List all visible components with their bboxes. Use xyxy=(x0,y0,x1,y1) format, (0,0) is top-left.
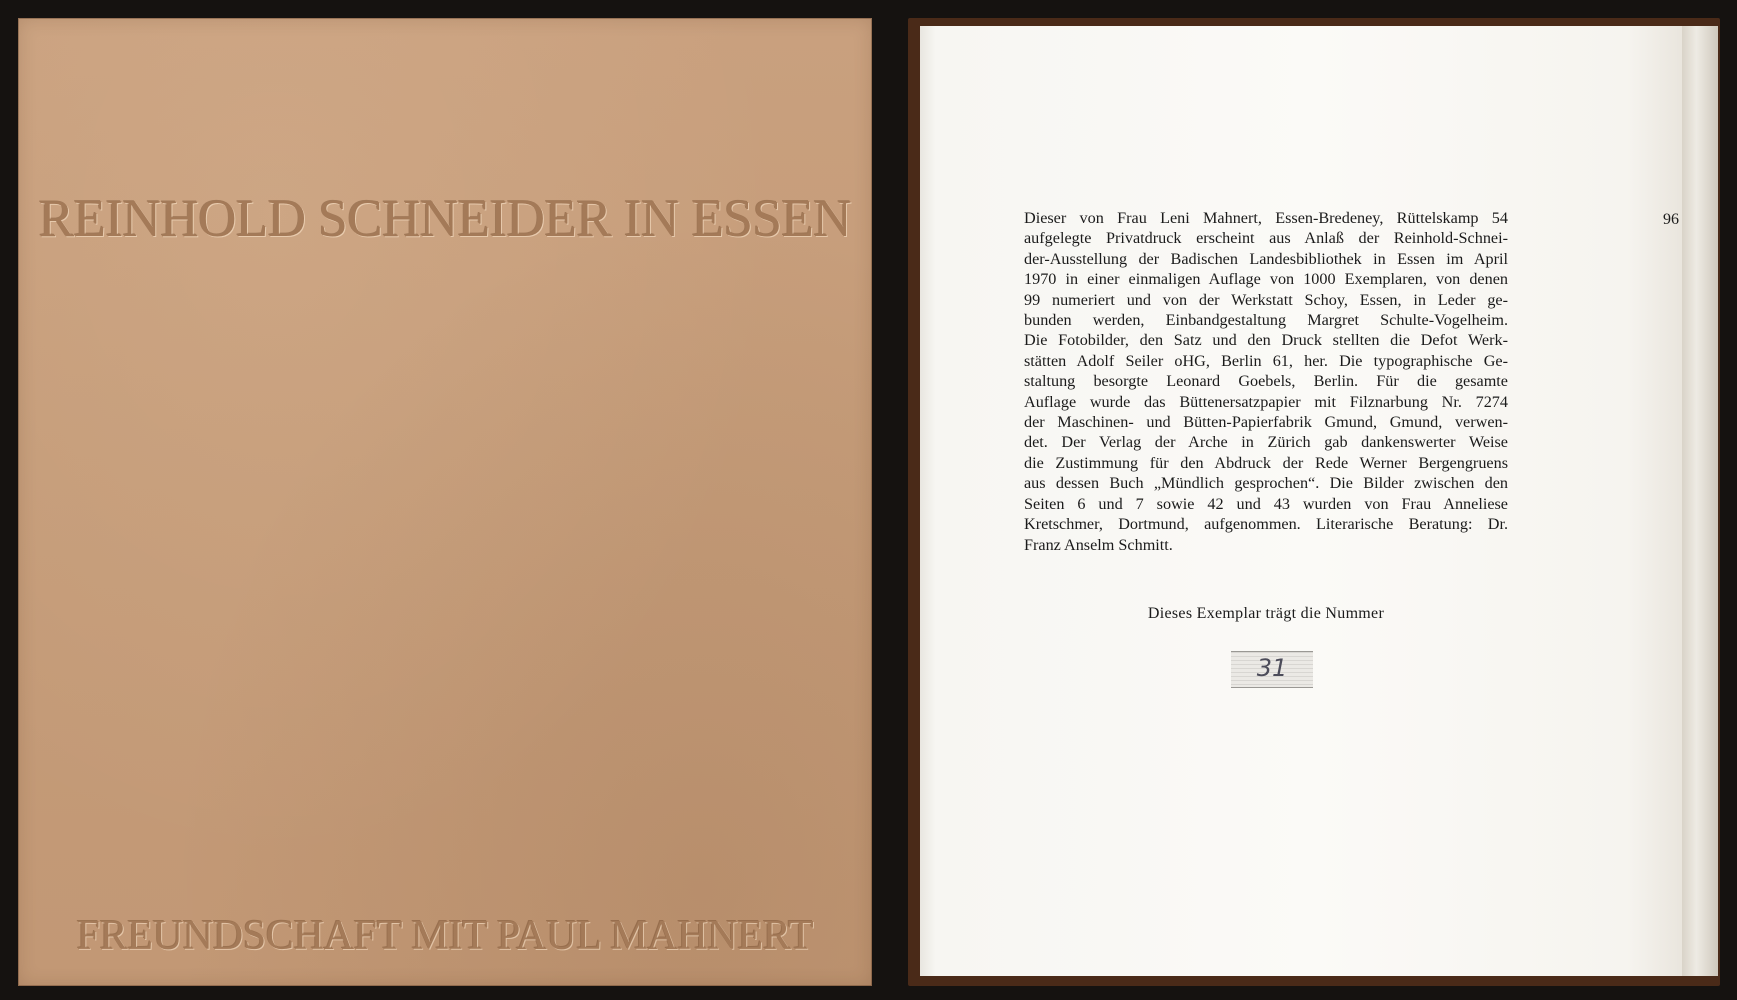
colophon-line: staltung besorgte Leonard Goebels, Berlin. Für die gesamte xyxy=(1024,372,1508,391)
colophon-line: stätten Adolf Seiler oHG, Berlin 61, her. Die typographische Ge- xyxy=(1024,351,1508,370)
colophon-line: 1970 in einer einmaligen Auflage von 1000 Exemplaren, von denen xyxy=(1024,270,1508,289)
colophon-line: Die Fotobilder, den Satz und den Druck stellten die Defot Werk- xyxy=(1024,331,1508,350)
colophon-line: 99 numeriert und von der Werkstatt Schoy, Essen, in Leder ge- xyxy=(1024,290,1508,309)
number-caption: Dieses Exemplar trägt die Nummer xyxy=(1147,605,1385,622)
colophon-page xyxy=(920,26,1706,976)
handwritten-copy-number: 31 xyxy=(1256,654,1288,682)
colophon-line: Seiten 6 und 7 sowie 42 und 43 wurden von Frau Anneliese xyxy=(1024,494,1508,513)
colophon-line: die Zustimmung für den Abdruck der Rede Werner Bergengruens xyxy=(1024,453,1508,472)
colophon-line: der Maschinen- und Bütten-Papierfabrik Gmund, Gmund, verwen- xyxy=(1024,413,1508,432)
colophon-line: Franz Anselm Schmitt. xyxy=(1024,535,1173,554)
page-fold xyxy=(1682,26,1718,976)
book-cover xyxy=(18,18,872,986)
cover-title: REINHOLD SCHNEIDER IN ESSEN xyxy=(38,190,852,248)
colophon-text xyxy=(1024,208,1508,555)
colophon-line: Dieser von Frau Leni Mahnert, Essen-Bredeney, Rüttelskamp 54 xyxy=(1024,209,1508,227)
colophon-line: aus dessen Buch „Mündlich gesprochen“. Die Bilder zwischen den xyxy=(1024,474,1508,493)
colophon-line: Auflage wurde das Büttenersatzpapier mit Filznarbung Nr. 7274 xyxy=(1024,392,1508,411)
colophon-line: aufgelegte Privatdruck erscheint aus Anlaß der Reinhold-Schnei- xyxy=(1024,229,1508,248)
open-book xyxy=(908,18,1720,986)
copy-number-field xyxy=(1231,651,1313,688)
colophon-line: bunden werden, Einbandgestaltung Margret Schulte-Vogelheim. xyxy=(1024,311,1508,330)
colophon-line: det. Der Verlag der Arche in Zürich gab dankenswerter Weise xyxy=(1024,433,1508,452)
colophon-line: Kretschmer, Dortmund, aufgenommen. Literarische Beratung: Dr. xyxy=(1024,515,1508,534)
colophon-line: der-Ausstellung der Badischen Landesbibliothek in Essen im April xyxy=(1024,249,1508,268)
page-number: 96 xyxy=(1663,211,1679,228)
cover-subtitle: FREUNDSCHAFT MIT PAUL MAHNERT xyxy=(76,913,814,959)
